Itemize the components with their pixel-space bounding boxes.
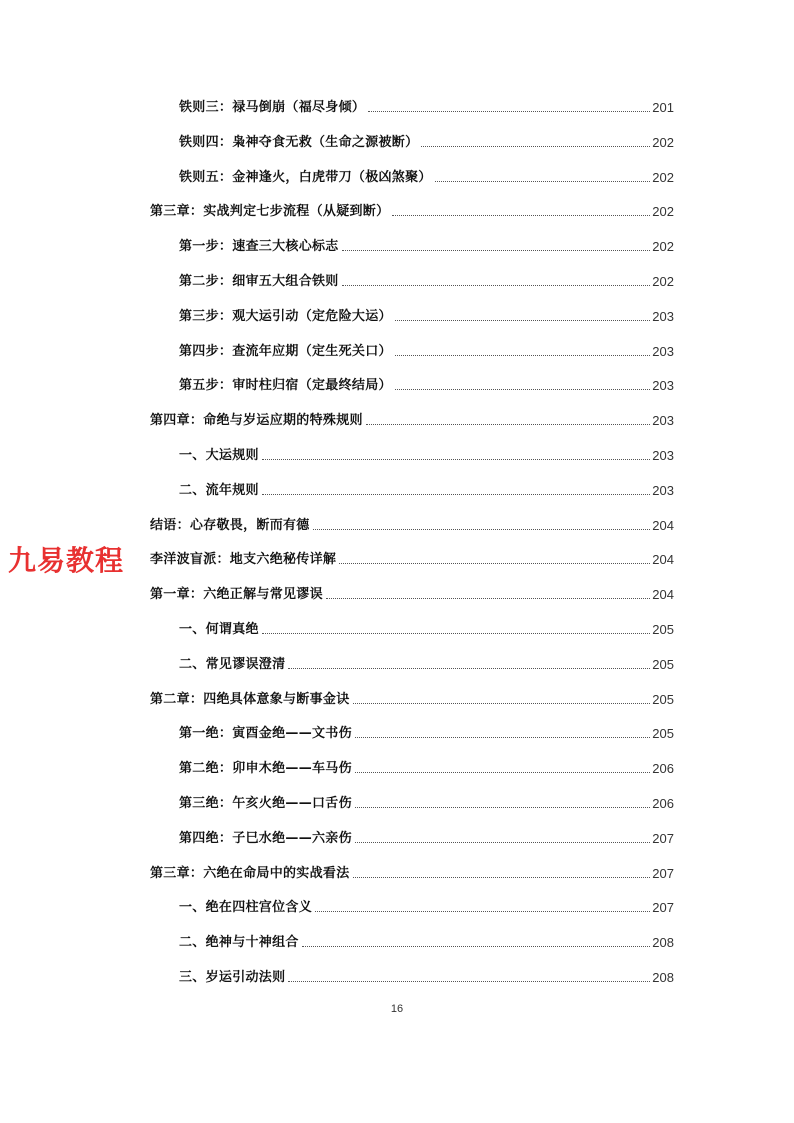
toc-entry-page: 202 (652, 274, 674, 289)
toc-entry[interactable] (179, 164, 674, 186)
toc-entry-title: 第四绝：子巳水绝——六亲伤 (179, 830, 352, 846)
toc-dot-leader (262, 633, 650, 634)
toc-entry-title: 铁则四：枭神夺食无救（生命之源被断） (179, 134, 419, 150)
watermark: 九易教程 (8, 544, 125, 577)
toc-entry[interactable] (179, 720, 674, 742)
toc-entry[interactable] (179, 755, 674, 777)
toc-entry-title: 第一章：六绝正解与常见谬误 (150, 587, 323, 603)
toc-entry-title: 第二步：细审五大组合铁则 (179, 274, 339, 289)
toc-entry-title: 一、绝在四柱宫位含义 (179, 900, 313, 916)
toc-dot-leader (342, 285, 651, 286)
toc-entry-page: 206 (652, 761, 674, 777)
toc-entry-page: 205 (652, 691, 674, 707)
toc-entry[interactable] (179, 651, 674, 673)
toc-entry-page: 205 (652, 656, 674, 672)
toc-entry-page: 205 (652, 726, 674, 742)
toc-entry[interactable] (179, 372, 674, 394)
toc-entry-page: 207 (652, 830, 674, 846)
toc-dot-leader (435, 181, 651, 182)
toc-entry-page: 202 (652, 204, 674, 220)
toc-entry-page: 207 (652, 900, 674, 916)
toc-entry[interactable] (150, 512, 674, 534)
toc-entry-page: 204 (652, 552, 674, 568)
toc-entry-title: 第三章：实战判定七步流程（从疑到断） (150, 204, 390, 220)
toc-entry[interactable] (179, 894, 674, 916)
toc-dot-leader (302, 946, 651, 947)
toc-entry-page: 203 (652, 378, 674, 394)
toc-entry-title: 第四章：命绝与岁运应期的特殊规则 (150, 413, 363, 429)
toc-entry-title: 第一绝：寅酉金绝——文书伤 (179, 726, 352, 742)
toc-entry-title: 第四步：查流年应期（定生死关口） (179, 343, 392, 359)
toc-dot-leader (355, 807, 650, 808)
toc-entry-title: 第二绝：卯申木绝——车马伤 (179, 761, 352, 777)
toc-entry[interactable] (179, 129, 674, 151)
toc-dot-leader (395, 355, 650, 356)
toc-entry-title: 第三绝：午亥火绝——口舌伤 (179, 796, 352, 811)
toc-entry[interactable] (179, 825, 674, 847)
toc-entry-title: 第五步：审时柱归宿（定最终结局） (179, 378, 392, 394)
toc-entry-title: 第三章：六绝在命局中的实战看法 (150, 865, 350, 881)
toc-dot-leader (355, 772, 650, 773)
toc-entry[interactable] (179, 790, 674, 812)
toc-entry-title: 结语：心存敬畏，断而有德 (150, 517, 310, 533)
toc-dot-leader (288, 668, 650, 669)
toc-entry-title: 二、常见谬误澄清 (179, 656, 286, 672)
toc-entry-title: 二、流年规则 (179, 482, 259, 498)
toc-entry[interactable] (179, 303, 674, 325)
toc-entry[interactable] (179, 964, 674, 986)
toc-entry-page: 202 (652, 134, 674, 150)
toc-entry-page: 208 (652, 935, 674, 951)
toc-dot-leader (342, 250, 651, 251)
toc-dot-leader (353, 877, 651, 878)
toc-dot-leader (421, 146, 650, 147)
toc-dot-leader (395, 320, 650, 321)
toc-entry-page: 203 (652, 413, 674, 429)
toc-entry[interactable] (150, 407, 674, 429)
toc-entry[interactable] (179, 442, 674, 464)
toc-entry-page: 204 (652, 587, 674, 603)
toc-dot-leader (392, 215, 650, 216)
toc-entry-page: 203 (652, 448, 674, 463)
toc-entry-page: 205 (652, 622, 674, 637)
toc-entry-title: 李洋波盲派：地支六绝秘传详解 (150, 552, 337, 568)
toc-dot-leader (355, 737, 650, 738)
toc-entry-page: 202 (652, 239, 674, 255)
toc-dot-leader (395, 389, 650, 390)
toc-entry-page: 204 (652, 517, 674, 533)
page-number: 16 (390, 1003, 404, 1015)
toc-entry-page: 206 (652, 796, 674, 811)
toc-entry[interactable] (150, 581, 674, 603)
toc-entry-title: 三、岁运引动法则 (179, 970, 286, 985)
toc-entry-title: 第一步：速查三大核心标志 (179, 239, 339, 255)
toc-entry-page: 201 (652, 100, 674, 115)
toc-entry[interactable] (179, 94, 674, 116)
toc-dot-leader (353, 703, 651, 704)
toc-dot-leader (313, 529, 651, 530)
toc-dot-leader (366, 424, 650, 425)
toc-entry[interactable] (179, 929, 674, 951)
toc-dot-leader (262, 494, 650, 495)
toc-dot-leader (315, 911, 650, 912)
toc-entry-title: 第三步：观大运引动（定危险大运） (179, 308, 392, 324)
toc-entry-title: 一、大运规则 (179, 448, 259, 463)
toc-entry-page: 208 (652, 970, 674, 985)
toc-entry[interactable] (150, 546, 674, 568)
toc-entry[interactable] (179, 268, 674, 290)
toc-dot-leader (288, 981, 650, 982)
toc-entry-title: 铁则五：金神逢火，白虎带刀（极凶煞聚） (179, 169, 432, 185)
toc-dot-leader (339, 563, 650, 564)
toc-dot-leader (262, 459, 650, 460)
toc-entry[interactable] (179, 338, 674, 360)
toc-entry[interactable] (179, 233, 674, 255)
toc-entry-title: 第二章：四绝具体意象与断事金诀 (150, 691, 350, 707)
toc-dot-leader (355, 842, 650, 843)
toc-entry[interactable] (150, 686, 674, 708)
toc-entry-page: 203 (652, 482, 674, 498)
toc-entry[interactable] (150, 860, 674, 882)
toc-entry-page: 202 (652, 169, 674, 185)
toc-entry-page: 203 (652, 343, 674, 359)
toc-dot-leader (326, 598, 650, 599)
toc-entry[interactable] (179, 477, 674, 499)
toc-entry-title: 二、绝神与十神组合 (179, 935, 299, 951)
toc-entry-title: 铁则三：禄马倒崩（福尽身倾） (179, 100, 366, 115)
toc-entry-page: 203 (652, 308, 674, 324)
toc-dot-leader (368, 111, 650, 112)
toc-entry-title: 一、何谓真绝 (179, 622, 259, 637)
toc-entry-page: 207 (652, 865, 674, 881)
toc-entry[interactable] (150, 198, 674, 220)
toc-entry[interactable] (179, 616, 674, 638)
